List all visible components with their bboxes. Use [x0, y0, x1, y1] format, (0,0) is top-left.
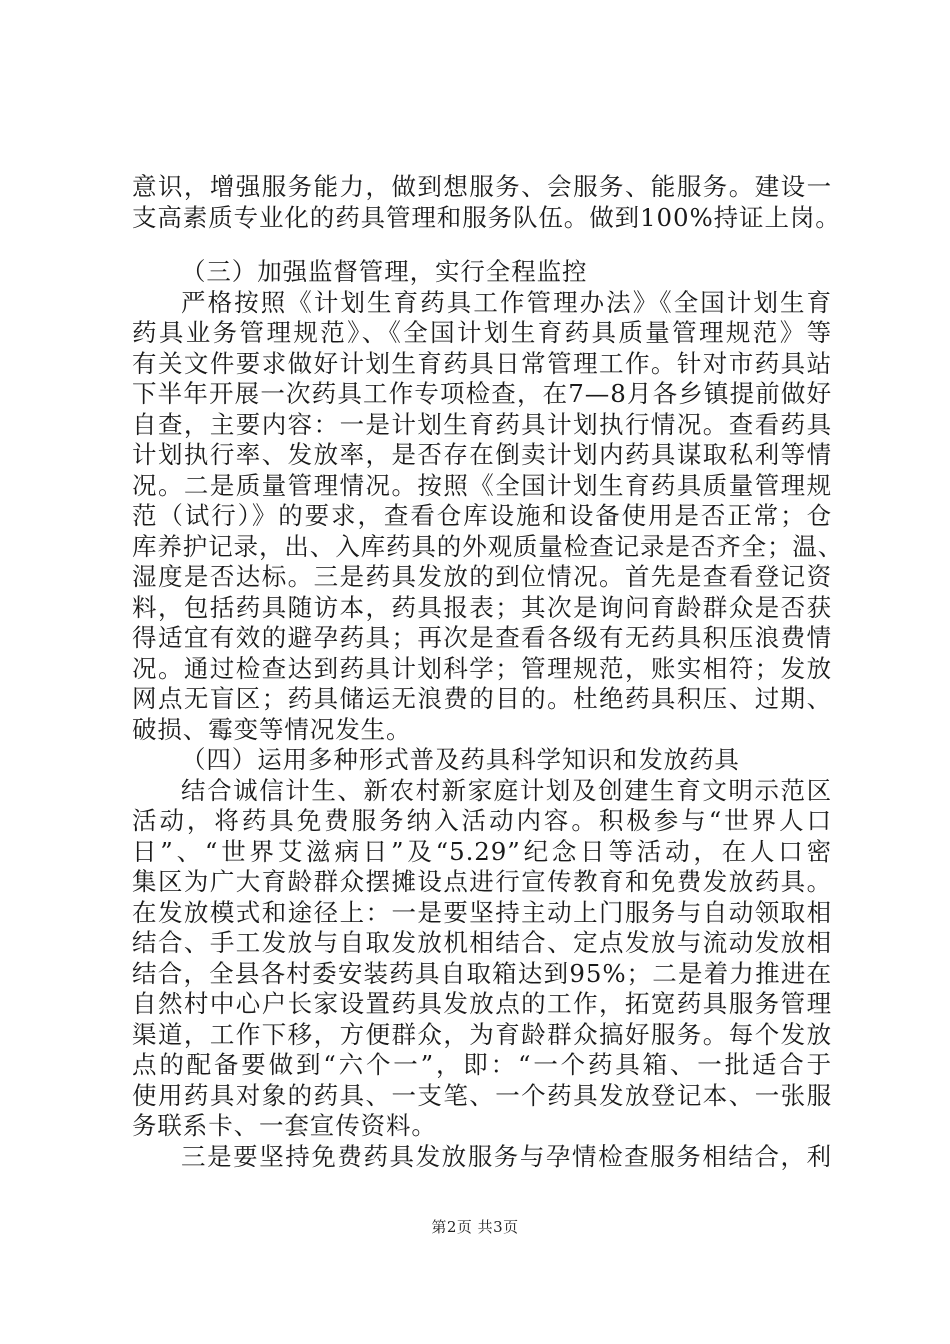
- text-line: 下半年开展一次药具工作专项检查，在7—8月各乡镇提前做好: [132, 379, 832, 408]
- text-line: 自查，主要内容：一是计划生育药具计划执行情况。查看药具: [132, 409, 832, 439]
- section-heading-3: （三）加强监督管理，实行全程监控: [181, 257, 588, 286]
- text-line: 结合、手工发放与自取发放机相结合、定点发放与流动发放相: [132, 928, 832, 957]
- text-line: 破损、霉变等情况发生。: [132, 714, 412, 744]
- text-line: 支高素质专业化的药具管理和服务队伍。做到100%持证上岗。: [132, 202, 841, 232]
- text-line: 集区为广大育龄群众摆摊设点进行宣传教育和免费发放药具。: [132, 867, 832, 896]
- text-line: 得适宜有效的避孕药具；再次是查看各级有无药具积压浪费情: [132, 623, 832, 652]
- paragraph-1: [132, 172, 841, 233]
- text-line: 活动，将药具免费服务纳入活动内容。积极参与“世界人口: [132, 806, 832, 835]
- text-line: 有关文件要求做好计划生育药具日常管理工作。针对市药具站: [132, 348, 832, 378]
- text-line: 范（试行）》的要求，查看仓库设施和设备使用是否正常；仓: [132, 501, 832, 530]
- paragraph-4: [132, 1142, 832, 1173]
- text-line: 结合诚信计生、新农村新家庭计划及创建生育文明示范区: [181, 775, 832, 805]
- paragraph-3: [132, 776, 832, 1142]
- text-line: 使用药具对象的药具、一支笔、一个药具发放登记本、一张服: [132, 1080, 832, 1110]
- text-line: 况。通过检查达到药具计划科学；管理规范，账实相符；发放: [132, 653, 832, 683]
- document-body: [132, 172, 844, 1172]
- paragraph-spacer: [132, 233, 832, 257]
- text-line: 日”、“世界艾滋病日”及“5.29”纪念日等活动，在人口密: [132, 836, 832, 866]
- page-number-footer: 第2页 共3页: [431, 1218, 519, 1236]
- text-line: 意识，增强服务能力，做到想服务、会服务、能服务。建设一: [132, 172, 832, 201]
- paragraph-2: [132, 287, 844, 746]
- text-line: 在发放模式和途径上：一是要坚持主动上门服务与自动领取相: [132, 897, 832, 927]
- text-line: 库养护记录，出、入库药具的外观质量检查记录是否齐全；温、: [132, 531, 844, 561]
- text-line: 湿度是否达标。三是药具发放的到位情况。首先是查看登记资: [132, 562, 832, 591]
- text-line: 点的配备要做到“六个一”，即：“一个药具箱、一批适合于: [132, 1050, 832, 1079]
- text-line: 务联系卡、一套宣传资料。: [132, 1111, 437, 1140]
- text-line: 严格按照《计划生育药具工作管理办法》《全国计划生育: [181, 287, 832, 317]
- text-line: 结合，全县各村委安装药具自取箱达到95%；二是着力推进在: [132, 958, 832, 988]
- text-line: 三是要坚持免费药具发放服务与孕情检查服务相结合，利: [181, 1141, 832, 1171]
- text-line: 自然村中心户长家设置药具发放点的工作，拓宽药具服务管理: [132, 989, 832, 1018]
- text-line: 网点无盲区；药具储运无浪费的目的。杜绝药具积压、过期、: [132, 684, 832, 713]
- text-line: 渠道，工作下移，方便群众，为育龄群众搞好服务。每个发放: [132, 1019, 832, 1049]
- text-line: 料，包括药具随访本，药具报表；其次是询问育龄群众是否获: [132, 592, 832, 622]
- text-line: 计划执行率、发放率，是否存在倒卖计划内药具谋取私利等情: [132, 440, 832, 469]
- text-line: 况。二是质量管理情况。按照《全国计划生育药具质量管理规: [132, 470, 832, 500]
- text-line: 药具业务管理规范》、《全国计划生育药具质量管理规范》等: [132, 318, 832, 347]
- section-heading-4: （四）运用多种形式普及药具科学知识和发放药具: [181, 745, 740, 774]
